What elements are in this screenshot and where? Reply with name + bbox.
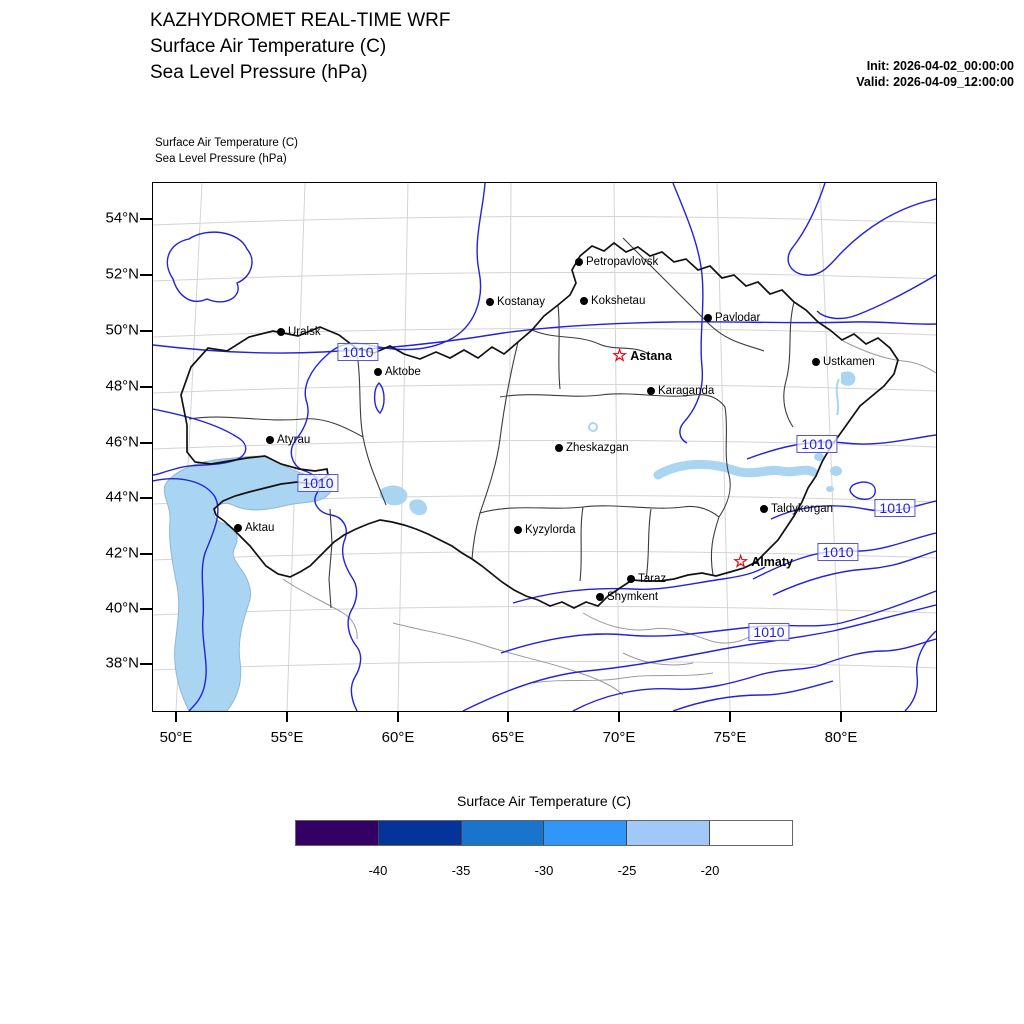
- legend-line-1: Surface Air Temperature (C): [155, 137, 298, 149]
- city-dot-icon: [647, 387, 655, 395]
- city-marker-zheskazgan: [559, 442, 632, 454]
- city-dot-icon: [704, 314, 712, 322]
- colorbar-title: Surface Air Temperature (C): [456, 793, 632, 809]
- city-marker-taldykorgan: [764, 503, 836, 515]
- city-marker-kyzylorda: [518, 524, 579, 536]
- contour-label-1010: 1010: [874, 499, 915, 517]
- x-axis-tick: [397, 711, 399, 722]
- init-time: Init: 2026-04-02_00:00:00: [866, 59, 1014, 73]
- city-label: Atyrau: [277, 434, 311, 446]
- capital-marker-almaty: [733, 552, 799, 571]
- colorbar-cell: [627, 821, 710, 845]
- colorbar-tick-labels: [295, 863, 793, 879]
- city-dot-icon: [514, 526, 522, 534]
- city-label: Pavlodar: [715, 312, 761, 324]
- y-axis-tick: [140, 330, 153, 332]
- plot-title: [150, 8, 451, 86]
- colorbar-tick-label: -25: [617, 863, 637, 878]
- map-field-legend: [155, 135, 298, 167]
- colorbar-tick-label: -20: [700, 863, 720, 878]
- title-line-2: Surface Air Temperature (C): [150, 36, 387, 57]
- x-axis-label: 60°E: [381, 729, 415, 746]
- y-axis-label: 48°N: [105, 377, 139, 395]
- city-label: Ustkamen: [823, 356, 875, 368]
- contour-label-1010: 1010: [337, 343, 378, 361]
- caspian-sea: [164, 456, 333, 711]
- city-marker-shymkent: [600, 591, 661, 603]
- x-axis-label: 75°E: [713, 729, 747, 746]
- city-marker-kokshetau: [584, 295, 648, 307]
- city-marker-petropavlovsk: [579, 256, 661, 268]
- city-marker-pavlodar: [708, 312, 763, 324]
- x-axis-tick: [840, 711, 842, 722]
- city-marker-aktobe: [378, 366, 424, 378]
- colorbar-tick-label: -35: [451, 863, 471, 878]
- y-axis-tick: [140, 274, 153, 276]
- title-line-3: Sea Level Pressure (hPa): [150, 62, 368, 83]
- contour-label-1010: 1010: [817, 543, 858, 561]
- capital-star-icon: ☆: [612, 346, 628, 365]
- city-marker-aktau: [238, 522, 277, 534]
- city-label: Petropavlovsk: [586, 256, 659, 268]
- city-dot-icon: [580, 297, 588, 305]
- x-axis-label: 70°E: [602, 729, 636, 746]
- city-dot-icon: [486, 298, 494, 306]
- city-dot-icon: [575, 258, 583, 266]
- colorbar-cell: [544, 821, 627, 845]
- y-axis-tick: [140, 386, 153, 388]
- city-label: Kostanay: [497, 296, 545, 308]
- city-label: Uralsk: [288, 326, 321, 338]
- y-axis-tick: [140, 497, 153, 499]
- lake-zaysan: [841, 371, 855, 385]
- contour-label-1010: 1010: [748, 623, 789, 641]
- city-label: Aktobe: [385, 366, 421, 378]
- x-axis-tick: [286, 711, 288, 722]
- colorbar-tick-label: -30: [534, 863, 554, 878]
- x-axis-tick: [175, 711, 177, 722]
- city-label: Shymkent: [607, 591, 659, 603]
- city-dot-icon: [627, 575, 635, 583]
- city-dot-icon: [277, 328, 285, 336]
- city-label: Zheskazgan: [566, 442, 629, 454]
- capital-marker-astana: [612, 346, 678, 365]
- capital-star-icon: ☆: [733, 552, 749, 571]
- x-axis-label: 50°E: [159, 729, 193, 746]
- city-label: Taraz: [638, 573, 667, 585]
- colorbar-cell: [379, 821, 462, 845]
- x-axis-label: 65°E: [491, 729, 525, 746]
- city-marker-ustkamen: [816, 356, 878, 368]
- city-marker-karaganda: [651, 385, 717, 397]
- city-label: Karaganda: [658, 385, 715, 397]
- y-axis-label: 52°N: [105, 265, 139, 283]
- y-axis-label: 50°N: [105, 321, 139, 339]
- x-axis-tick: [618, 711, 620, 722]
- city-dot-icon: [760, 505, 768, 513]
- y-axis-label: 46°N: [105, 433, 139, 451]
- aral-sea: [380, 486, 427, 516]
- colorbar-cell: [710, 821, 792, 845]
- legend-line-2: Sea Level Pressure (hPa): [155, 153, 287, 165]
- x-axis-tick: [729, 711, 731, 722]
- x-axis-tick: [507, 711, 509, 722]
- city-dot-icon: [555, 444, 563, 452]
- x-axis-label: 80°E: [824, 729, 858, 746]
- city-dot-icon: [374, 368, 382, 376]
- y-axis-label: 38°N: [105, 654, 139, 672]
- title-line-1: KAZHYDROMET REAL-TIME WRF: [150, 10, 451, 31]
- city-label: Almaty: [751, 555, 793, 569]
- y-axis-tick: [140, 608, 153, 610]
- y-axis-label: 54°N: [105, 209, 139, 227]
- valid-time: Valid: 2026-04-09_12:00:00: [856, 75, 1014, 89]
- colorbar-cell: [462, 821, 545, 845]
- map-plot-area: [105, 182, 937, 746]
- x-axis-label: 55°E: [270, 729, 304, 746]
- y-axis-label: 42°N: [105, 544, 139, 562]
- city-label: Taldykorgan: [771, 503, 834, 515]
- lake-balkhash: [658, 464, 813, 475]
- y-axis-tick: [140, 663, 153, 665]
- contour-label-1010: 1010: [796, 435, 837, 453]
- contour-label-1010: 1010: [297, 474, 338, 492]
- city-dot-icon: [266, 436, 274, 444]
- city-marker-kostanay: [490, 296, 548, 308]
- city-label: Kokshetau: [591, 295, 646, 307]
- init-valid-times: [856, 58, 1014, 90]
- y-axis-tick: [140, 218, 153, 220]
- city-marker-uralsk: [281, 326, 324, 338]
- city-marker-taraz: [631, 573, 669, 585]
- y-axis-label: 40°N: [105, 599, 139, 617]
- colorbar-tick-label: -40: [368, 863, 388, 878]
- city-label: Astana: [630, 349, 672, 363]
- city-dot-icon: [812, 358, 820, 366]
- city-dot-icon: [234, 524, 242, 532]
- city-dot-icon: [596, 593, 604, 601]
- y-axis-tick: [140, 442, 153, 444]
- y-axis-tick: [140, 553, 153, 555]
- city-marker-atyrau: [270, 434, 313, 446]
- colorbar: [295, 820, 793, 846]
- y-axis-label: 44°N: [105, 488, 139, 506]
- colorbar-cell: [296, 821, 379, 845]
- city-label: Aktau: [245, 522, 275, 534]
- city-label: Kyzylorda: [525, 524, 576, 536]
